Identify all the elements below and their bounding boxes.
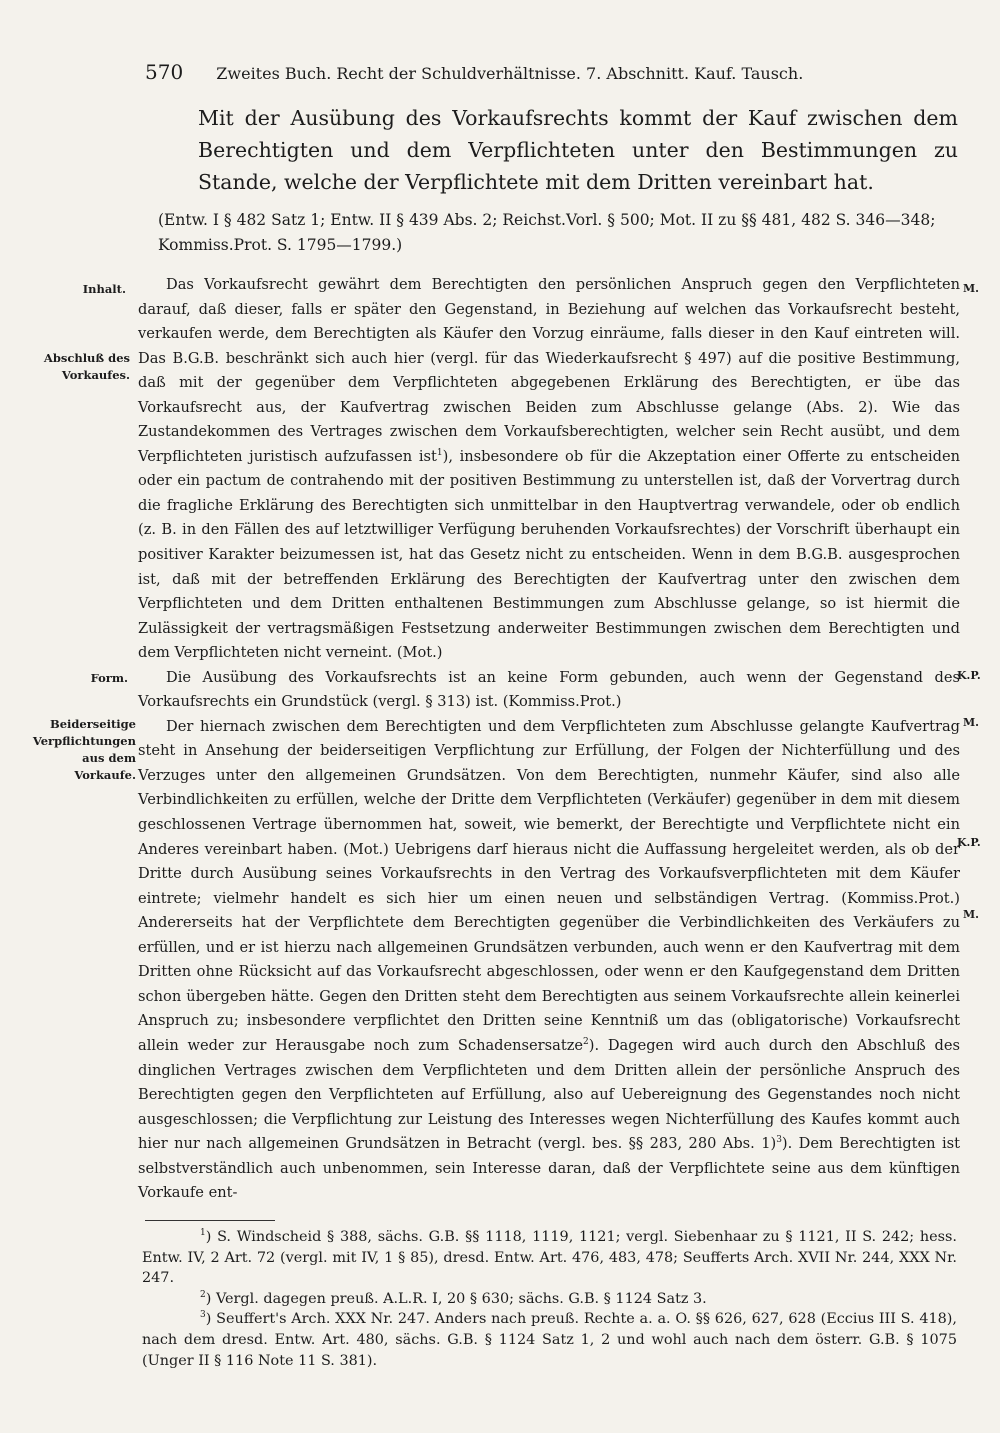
margin-mark: K.P. bbox=[957, 669, 981, 682]
margin-mark: M. bbox=[963, 282, 980, 295]
statute-references: (Entw. I § 482 Satz 1; Entw. II § 439 Abs. 2; Reichst.Vorl. § 500; Mot. II zu §§ 481, 482 S. 346—348; Kommiss.Prot. S. 1795—1799.) bbox=[158, 211, 936, 254]
sidenote-abschluss bbox=[30, 350, 130, 384]
page-number: 570 bbox=[145, 60, 184, 84]
footnote-text: Vergl. dagegen preuß. A.L.R. I, 20 § 630; sächs. G.B. § 1124 Satz 3. bbox=[215, 1290, 707, 1307]
sidenote-line: Beiderseitige bbox=[49, 717, 136, 731]
statute-paragraph: Mit der Ausübung des Vorkaufsrechts kommt der Kauf zwischen dem Berechtigten und dem Verpflichteten unter den Bestimmungen zu Stande, welche der Verpflichtete mit dem Dritten vereinbart hat. bbox=[198, 106, 958, 194]
footnote-ref: 3 bbox=[776, 1135, 782, 1146]
sidenote-line: Abschluß des bbox=[43, 351, 130, 365]
main-text bbox=[138, 273, 960, 1206]
footnote-ref: 1 bbox=[436, 447, 443, 458]
paragraph-text: ). Dem Berechtigten ist selbstverständlich auch unbenommen, sein Interesse daran, daß der Verpflichtete seine aus dem künftigen Vorkaufe ent- bbox=[138, 1135, 960, 1202]
statute-text bbox=[138, 102, 958, 198]
paragraph-text: , insbesondere ob für die Akzeptation einer Offerte zu entscheiden oder ein pactum de contrahendo mit der positiven Bestimmung zu unterstellen ist, daß der Vorvertrag durch die fragliche Erklärung des Berechtigten sich unmittelbar in den Hauptvertrag verwandele, oder ob endlich (z. B. in den Fällen des auf letztwilliger Verfügung beruhenden Vorkaufsrechtes) der Vorschrift überhaupt ein positiver Karakter beizumessen ist, hat das Gesetz nicht zu entscheiden. Wenn in dem B.G.B. ausgesprochen ist, daß mit der betreffenden Erklärung des Berechtigten der Kaufvertrag unter den zwischen dem Verpflichteten und dem Dritten enthaltenen Bestimmungen zum Abschlusse gelange, so ist hiermit die Zulässigkeit der vertragsmäßigen Festsetzung anderweiter Bestimmungen zwischen dem Berechtigten und dem Verpflichteten nicht verneint. (Mot.) bbox=[138, 447, 960, 662]
margin-mark: M. bbox=[963, 716, 980, 729]
sidenote-line: aus dem bbox=[82, 751, 136, 765]
sidenote-beiderseitige bbox=[24, 716, 136, 784]
paragraph-text: ). Dagegen wird auch durch den Abschluß des dinglichen Vertrages zwischen dem Verpflichteten und dem Dritten allein der persönliche Anspruch des Berechtigten gegen den Verpflichteten auf Erfüllung, also auf Uebereignung des Gegenstandes noch nicht ausgeschlossen; die Verpflichtung zur Leistung des Interesses wegen Nichterfüllung des Kaufes kommt auch hier nur nach allgemeinen Grundsätzen in Betracht (vergl. bes. §§ 283, 280 Abs. 1) bbox=[138, 1036, 961, 1153]
paragraph-text: Der hiernach zwischen dem Berechtigten und dem Verpflichteten zum Abschlusse gelangte Kaufvertrag steht in Ansehung der beiderseitigen Verpflichtung zur Erfüllung, der Folgen der Nichterfüllung und des Verzuges unter den allgemeinen Grundsätzen. Von dem Berechtigten, nunmehr Käufer, sind also alle Verbindlichkeiten zu erfüllen, welche der Dritte dem Verpflichteten (Verkäufer) gegenüber in dem mit diesem geschlossenen Vertrage übernommen hat, soweit, wie bemerkt, der Berechtigte und Verpflichtete nicht ein Anderes vereinbart haben. (Mot.) Uebrigens darf hieraus nicht die Auffassung hergeleitet werden, als ob der Dritte durch Ausübung seines Vorkaufsrechts in den Vertrag des Vorkaufsverpflichteten mit dem Käufer eintrete; vielmehr handelt es sich hier um einen neuen und selbständigen Vertrag. (Kommiss.Prot.) Andererseits hat der Verpflichtete dem Berechtigten gegenüber die Verbindlichkeiten des Verkäufers zu erfüllen, und er ist hierzu nach allgemeinen Grundsätzen verbunden, auch wenn er den Kaufvertrag mit dem Dritten ohne Rücksicht auf das Vorkaufsrecht abgeschlossen, oder wenn er den Kaufgegenstand dem Dritten schon übergeben hätte. Gegen den Dritten steht dem Berechtigten aus seinem Vorkaufsrechte allein keinerlei Anspruch zu; insbesondere verpflichtet den Dritten seine Kenntniß um das (obligatorische) Vorkaufsrecht allein weder zur Herausgabe noch zum Schadensersatze bbox=[138, 717, 960, 1054]
footnote-divider bbox=[145, 1220, 275, 1221]
sidenote-line: Vorkaufes. bbox=[61, 368, 130, 382]
footnotes bbox=[142, 1227, 957, 1371]
sidenote-line: Verpflichtungen bbox=[32, 734, 136, 748]
paragraph-inhalt: Das Vorkaufsrecht gewährt dem Berechtigten den persönlichen Anspruch gegen den Verpflichteten darauf, daß dieser, falls er später den Gegenstand, in Beziehung auf welchen das Vorkaufsrecht besteht, verkaufen werde, dem Berechtigten als Käufer den Vorzug einräume, falls dieser in den Kauf eintreten will. Das B.G.B. beschränkt sich auch hier (vergl. für das Wiederkaufsrecht § 497) auf die positive Bestimmung, daß mit der gegenüber dem Verpflichteten abgegebenen Erklärung des Berechtigten, er übe das Vorkaufsrecht aus, der Kaufvertrag zwischen Beiden zum Abschlusse gelange (Abs. 2). Wie das Zustandekommen des Vertrages zwischen dem Vorkaufsberechtigten, welcher sein Recht ausübt, und dem Verpflichteten juristisch aufzufassen ist$^1$), insbesondere ob für die Akzeptation einer Offerte zu entscheiden oder ein pactum de contrahendo mit der positiven Bestimmung zu unterstellen ist, daß der Vorvertrag durch die fragliche Erklärung des Berechtigten sich unmittelbar in den Hauptvertrag verwandele, oder ob endlich (z. B. in den Fällen des auf letztwilliger Verfügung beruhenden Vorkaufsrechtes) der Vorschrift überhaupt ein positiver Karakter beizumessen ist, hat das Gesetz nicht zu entscheiden. Wenn in dem B.G.B. ausgesprochen ist, daß mit der betreffenden Erklärung des Berechtigten der Kaufvertrag unter den zwischen dem Verpflichteten und dem Dritten enthaltenen Bestimmungen zum Abschlusse gelange, so ist hiermit die Zulässigkeit der vertragsmäßigen Festsetzung anderweiter Bestimmungen zwischen dem Berechtigten und dem Verpflichteten nicht verneint. (Mot.) bbox=[138, 276, 960, 662]
footnote-text: Seuffert's Arch. XXX Nr. 247. Anders nach preuß. Rechte a. a. O. §§ 626, 627, 628 (Eccius III S. 418), nach dem dresd. Entw. Art. 480, sächs. G.B. § 1124 Satz 1, 2 und wohl auch nach dem österr. G.B. § 1075 (Unger II § 116 Note 11 S. 381). bbox=[142, 1311, 957, 1369]
paragraph-text: Das Vorkaufsrecht gewährt dem Berechtigten den persönlichen Anspruch gegen den Verpflichteten darauf, daß dieser, falls er später den Gegenstand, in Beziehung auf welchen das Vorkaufsrecht besteht, verkaufen werde, dem Berechtigten als Käufer den Vorzug einräume, falls dieser in den Kauf eintreten will. Das B.G.B. beschränkt sich auch hier (vergl. für das Wiederkaufsrecht § 497) auf die positive Bestimmung, daß mit der gegenüber dem Verpflichteten abgegebenen Erklärung des Berechtigten, er übe das Vorkaufsrecht aus, der Kaufvertrag zwischen Beiden zum Abschlusse gelange (Abs. 2). Wie das Zustandekommen des Vertrages zwischen dem Vorkaufsberechtigten, welcher sein Recht ausübt, und dem Verpflichteten juristisch aufzufassen ist bbox=[138, 276, 960, 465]
footnote: $^2$) Vergl. dagegen preuß. A.L.R. I, 20 § 630; sächs. G.B. § 1124 Satz 3. bbox=[200, 1289, 707, 1307]
footnote-marker: 3 bbox=[200, 1310, 206, 1321]
sidenote-form: Form. bbox=[90, 671, 128, 685]
sidenote-line: Vorkaufe. bbox=[74, 768, 136, 782]
paragraph-verpflichtungen bbox=[138, 715, 960, 1206]
margin-mark: M. bbox=[963, 908, 980, 921]
running-title: Zweites Buch. Recht der Schuldverhältnisse. 7. Abschnitt. Kauf. Tausch. bbox=[216, 64, 804, 83]
margin-mark: K.P. bbox=[957, 836, 981, 849]
paragraph-form: Die Ausübung des Vorkaufsrechts ist an keine Form gebunden, auch wenn der Gegenstand des Vorkaufsrechts ein Grundstück (vergl. § 313) ist. (Kommiss.Prot.) bbox=[138, 668, 960, 711]
running-header bbox=[145, 60, 955, 84]
footnote-text: S. Windscheid § 388, sächs. G.B. §§ 1118, 1119, 1121; vergl. Siebenhaar zu § 1121, II S. 242; hess. Entw. IV, 2 Art. 72 (vergl. mit IV, 1 § 85), dresd. Entw. Art. 476, 483, 478; Seufferts Arch. XVII Nr. 244, XXX Nr. 247. bbox=[142, 1229, 957, 1287]
footnote: $^1$) S. Windscheid § 388, sächs. G.B. §§ 1118, 1119, 1121; vergl. Siebenhaar zu § 1121, II S. 242; hess. Entw. IV, 2 Art. 72 (vergl. mit IV, 1 § 85), dresd. Entw. Art. 476, 483, 478; Seufferts Arch. XVII Nr. 244, XXX Nr. 247. bbox=[142, 1228, 957, 1287]
footnote-marker: 1 bbox=[200, 1228, 206, 1239]
footnote: $^3$) Seuffert's Arch. XXX Nr. 247. Anders nach preuß. Rechte a. a. O. §§ 626, 627, 628 (Eccius III S. 418), nach dem dresd. Entw. Art. 480, sächs. G.B. § 1124 Satz 1, 2 und wohl auch nach dem österr. G.B. § 1075 (Unger II § 116 Note 11 S. 381). bbox=[142, 1310, 957, 1369]
sidenote-inhalt: Inhalt. bbox=[82, 282, 126, 296]
footnote-ref: 2 bbox=[583, 1037, 589, 1048]
footnote-marker: 2 bbox=[200, 1289, 206, 1300]
